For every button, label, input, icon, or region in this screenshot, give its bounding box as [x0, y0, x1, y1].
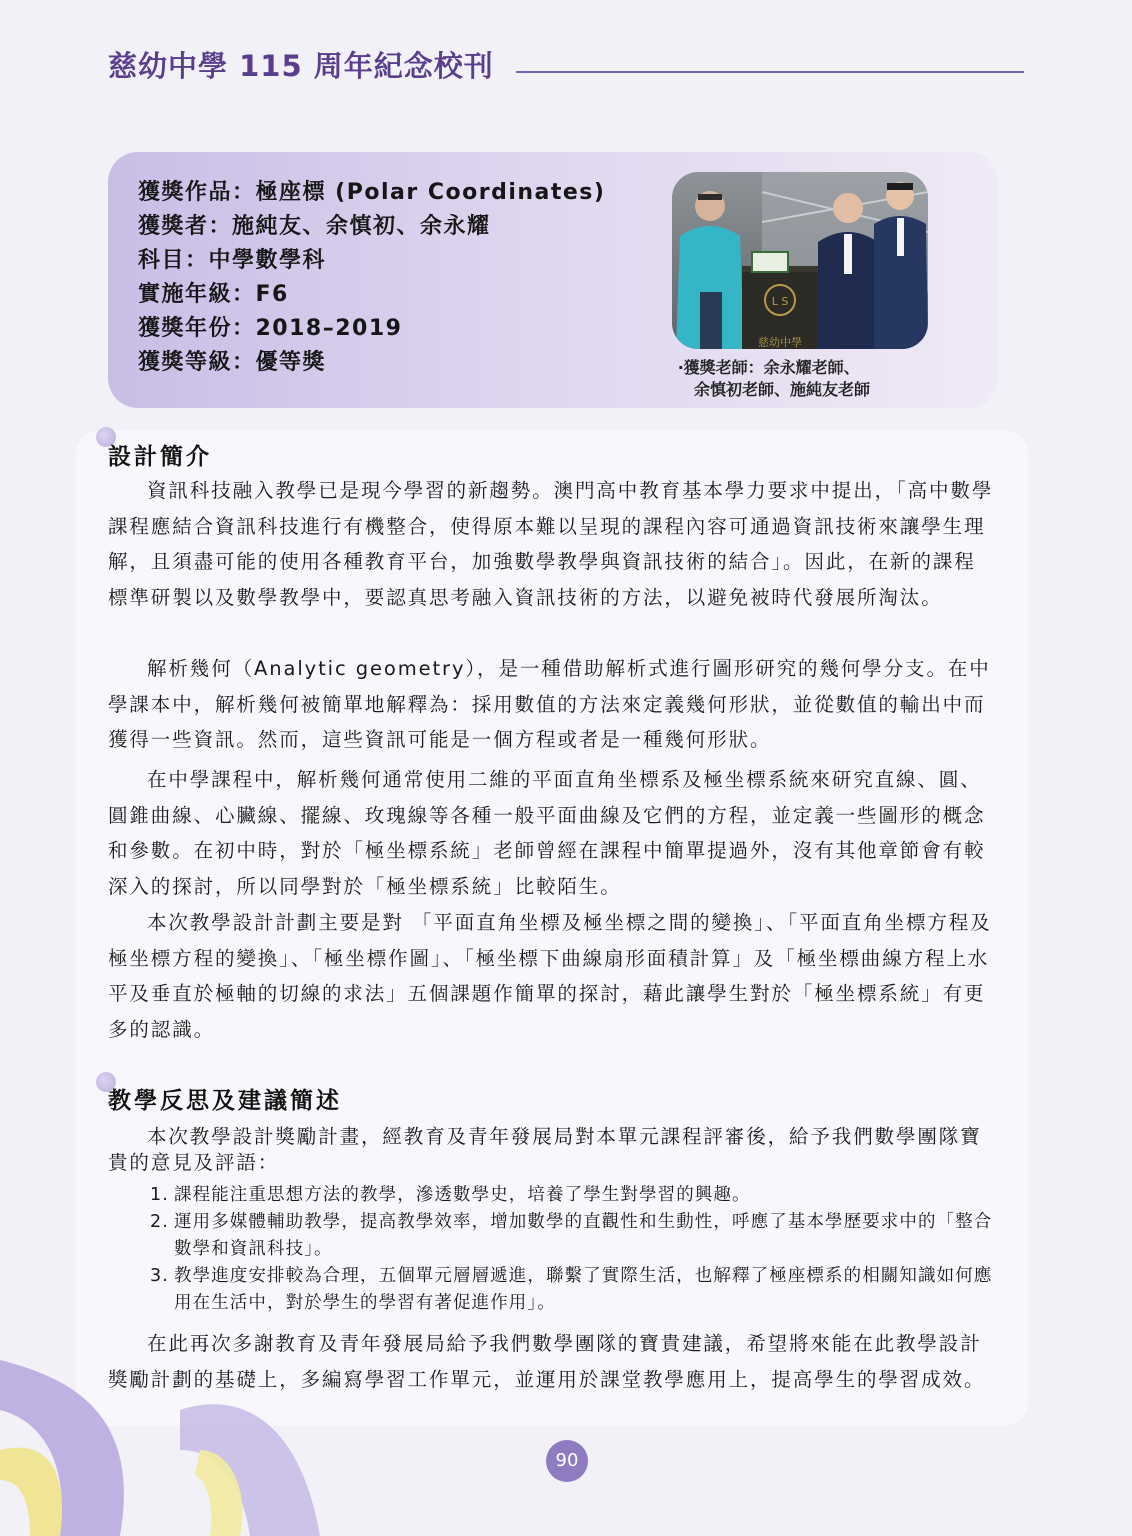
intro-paragraph-1: 資訊科技融入教學已是現今學習的新趨勢。澳門高中教育基本學力要求中提出，「高中數學課程應結合資訊科技進行有機整合，使得原本難以呈現的課程內容可通過資訊技術來讓學生理解，且須盡可能的使用各種教育平台，加強數學教學與資訊技術的結合」。因此，在新的課程標準研製以及數學教學中，要認真思考融入資訊技術的方法，以避免被時代發展所淘汰。	[108, 479, 994, 609]
design-intro-heading: 設計簡介	[108, 444, 212, 470]
photo-caption	[678, 357, 870, 401]
award-photo-illustration	[672, 172, 928, 349]
intro-paragraph-3: 在中學課程中，解析幾何通常使用二維的平面直角坐標系及極坐標系統來研究直線、圓、圓錐曲線、心臟線、擺線、玫瑰線等各種一般平面曲線及它們的方程，並定義一些圖形的概念和參數。在初中時，對於「極坐標系統」老師曾經在課程中簡單提過外，沒有其他章節會有較深入的探討，所以同學對於「極坐標系統」比較陌生。	[108, 768, 986, 898]
award-work: 獲獎作品：極座標 (Polar Coordinates)	[138, 180, 606, 205]
school-emblem-text: L S	[771, 295, 789, 308]
award-grade: 實施年級：F6	[138, 282, 289, 307]
photo-caption-line1: ‧獲獎老師：余永耀老師、	[678, 358, 860, 377]
award-photo	[672, 172, 928, 349]
magazine-title: 慈幼中學 115 周年紀念校刊	[108, 49, 494, 83]
reflection-heading: 教學反思及建議簡述	[108, 1088, 342, 1114]
list-number: 3.	[150, 1266, 169, 1286]
award-level: 獲獎等級：優等獎	[138, 350, 327, 375]
feedback-list	[150, 1182, 1000, 1317]
ribbon-decoration	[0, 1300, 330, 1536]
list-item-text: 運用多媒體輔助教學，提高教學效率，增加數學的直觀性和生動性，呼應了基本學歷要求中的「整合數學和資訊科技」。	[174, 1212, 993, 1259]
award-subject: 科目：中學數學科	[138, 248, 327, 273]
header-rule	[516, 71, 1024, 73]
list-number: 2.	[150, 1212, 169, 1232]
list-number: 1.	[150, 1185, 169, 1205]
page-number-badge: 90	[546, 1440, 588, 1482]
award-year: 獲獎年份：2018–2019	[138, 316, 403, 341]
reflection-intro: 本次教學設計獎勵計畫，經教育及青年發展局對本單元課程評審後，給予我們數學團隊寶貴的意見及評語：	[108, 1125, 982, 1174]
intro-paragraph-4: 本次教學設計計劃主要是對 「平面直角坐標及極坐標之間的變換」、「平面直角坐標方程及極坐標方程的變換」、「極坐標作圖」、「極坐標下曲線扇形面積計算」及「極坐標曲線方程上水平及垂直於極軸的切線的求法」五個課題作簡單的探討，藉此讓學生對於「極坐標系統」有更多的認識。	[108, 911, 992, 1041]
intro-paragraph-2: 解析幾何（Analytic geometry），是一種借助解析式進行圖形研究的幾何學分支。在中學課本中，解析幾何被簡單地解釋為：採用數值的方法來定義幾何形狀，並從數值的輸出中而獲得一些資訊。然而，這些資訊可能是一個方程或者是一種幾何形狀。	[108, 657, 991, 751]
award-info-lines	[138, 176, 605, 380]
table-sign-text: 慈幼中學	[758, 336, 802, 349]
photo-caption-line2: 余慎初老師、施純友老師	[694, 380, 871, 399]
list-item	[150, 1182, 1000, 1209]
list-item	[150, 1209, 1000, 1263]
list-item-text: 課程能注重思想方法的教學，滲透數學史，培養了學生對學習的興趣。	[174, 1185, 751, 1205]
award-winners: 獲獎者：施純友、余慎初、余永耀	[138, 214, 491, 239]
list-item-text: 教學進度安排較為合理，五個單元層層遞進，聯繫了實際生活，也解釋了極座標系的相關知識如何應用在生活中，對於學生的學習有著促進作用」。	[174, 1266, 993, 1313]
closing-paragraph: 在此再次多謝教育及青年發展局給予我們數學團隊的寶貴建議，希望將來能在此教學設計獎勵計劃的基礎上，多編寫學習工作單元，並運用於課堂教學應用上，提高學生的學習成效。	[108, 1332, 986, 1391]
